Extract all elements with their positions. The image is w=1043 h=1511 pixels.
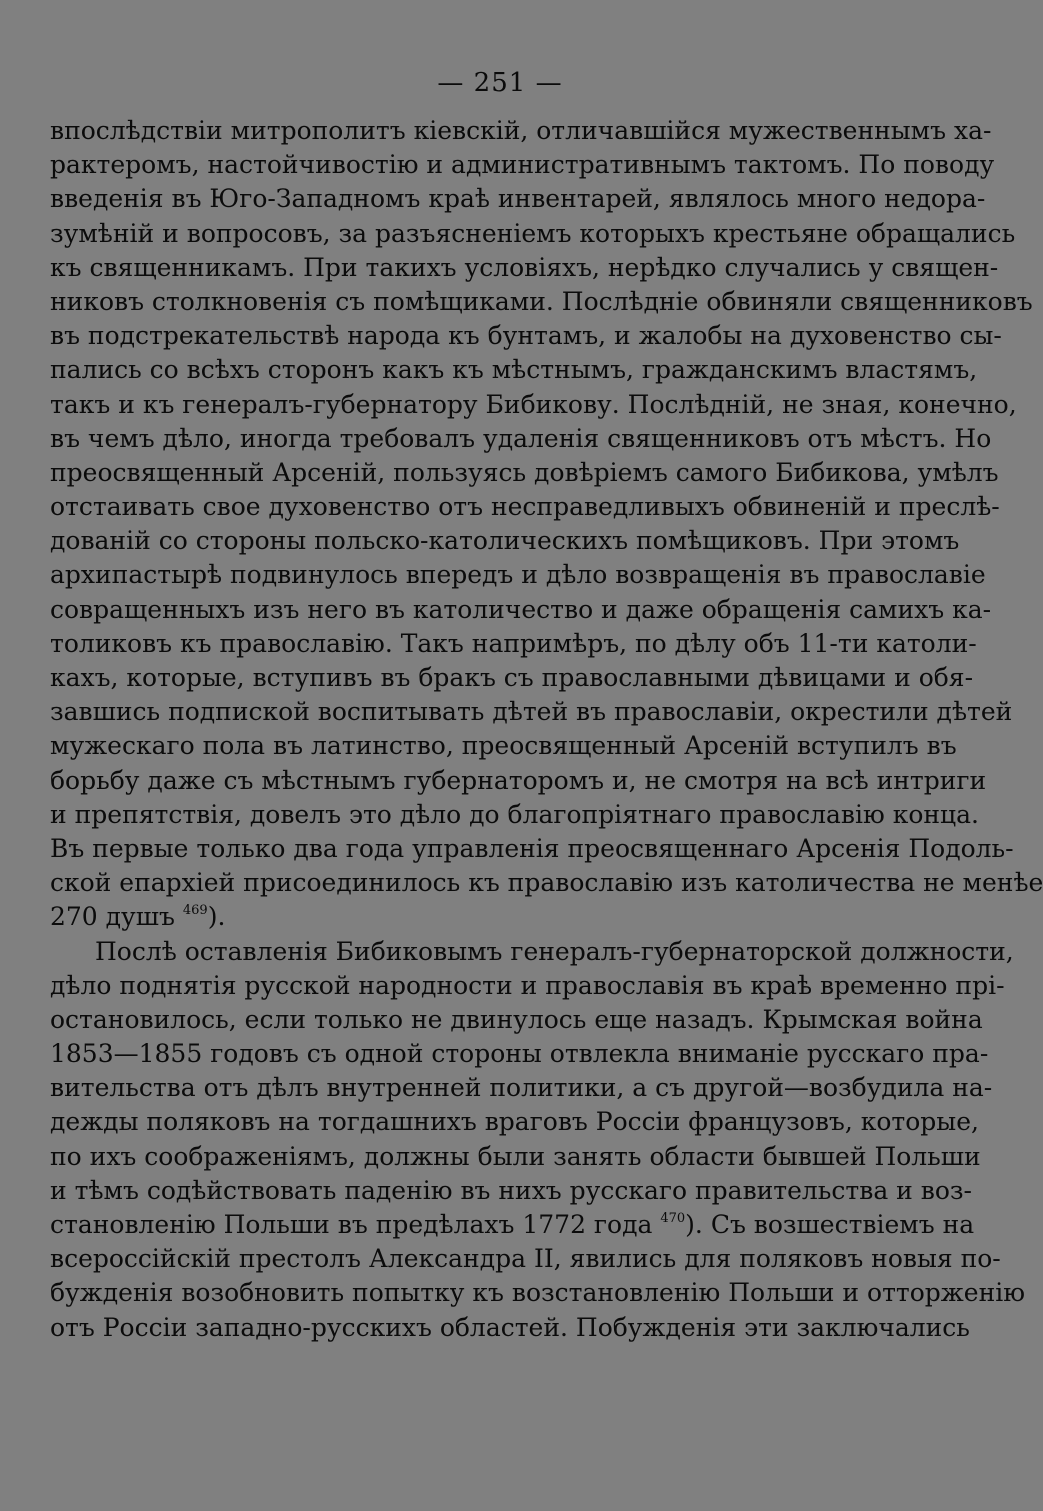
body-text: [50, 114, 1043, 1345]
footnote-ref-469: 469: [182, 903, 208, 919]
text-line-last: [50, 900, 896, 934]
page-number: — 251 —: [437, 68, 563, 98]
text-line: Въ первые только два года управленія преосвященнаго Арсенія Подоль-: [50, 833, 1014, 863]
text-line: бужденія возобновить попытку къ возстановленію Польши и отторженію: [50, 1278, 1026, 1308]
text-line: преосвященный Арсеній, пользуясь довѣріемъ самого Бибикова, умѣлъ: [50, 457, 999, 487]
text-line: въ чемъ дѣло, иногда требовалъ удаленія священниковъ отъ мѣстъ. Но: [50, 423, 992, 453]
text-line: архипастырѣ подвинулось впередъ и дѣло возвращенія въ православіе: [50, 560, 986, 590]
text-line: и препятствія, довелъ это дѣло до благопріятнаго православію конца.: [50, 799, 979, 829]
text-line: отъ Россіи западно-русскихъ областей. Побужденія эти заключались: [50, 1312, 970, 1342]
text-line: вительства отъ дѣлъ внутренней политики, а съ другой—возбудила на-: [50, 1073, 993, 1103]
text-line: толиковъ къ православію. Такъ напримѣръ, по дѣлу объ 11-ти католи-: [50, 628, 977, 658]
text-line: и тѣмъ содѣйствовать паденію въ нихъ русскаго правительства и воз-: [50, 1175, 972, 1205]
text-line: рактеромъ, настойчивостію и административнымъ тактомъ. По поводу: [50, 150, 995, 180]
text-line: мужескаго пола въ латинство, преосвященный Арсеній вступилъ въ: [50, 731, 957, 761]
text-segment: ).: [207, 902, 226, 932]
paragraph-1: [50, 114, 1043, 935]
text-segment: ). Съ возшествіемъ на: [685, 1210, 975, 1239]
text-line: остановилось, если только не двинулось еще назадъ. Крымская война: [50, 1004, 983, 1034]
text-line: совращенныхъ изъ него въ католичество и даже обращенія самихъ ка-: [50, 594, 992, 624]
text-line: впослѣдствіи митрополитъ кіевскій, отличавшійся мужественнымъ ха-: [50, 116, 992, 145]
text-line: ской епархіей присоединилось къ православію изъ католичества не менѣе: [50, 868, 1043, 898]
text-line: [50, 1208, 975, 1242]
text-line: отстаивать свое духовенство отъ несправедливыхъ обвиненій и преслѣ-: [50, 492, 1000, 522]
text-line: никовъ столкновенія съ помѣщиками. Послѣдніе обвиняли священниковъ: [50, 286, 1033, 316]
text-segment: становленію Польши въ предѣлахъ 1772 года: [50, 1210, 653, 1239]
text-line: къ священникамъ. При такихъ условіяхъ, нерѣдко случались у священ-: [50, 252, 999, 282]
text-line: 1853—1855 годовъ съ одной стороны отвлекла вниманіе русскаго пра-: [50, 1039, 989, 1069]
text-line: зумѣній и вопросовъ, за разъясненіемъ которыхъ крестьяне обращались: [50, 218, 1016, 248]
text-line: такъ и къ генералъ-губернатору Бибикову. Послѣдній, не зная, конечно,: [50, 389, 1017, 419]
paragraph-2: [50, 935, 1026, 1345]
text-line: завшись подпиской воспитывать дѣтей въ православіи, окрестили дѣтей: [50, 697, 1013, 727]
text-line: всероссійскій престолъ Александра II, явились для поляковъ новыя по-: [50, 1244, 1001, 1274]
text-line: пались со всѣхъ сторонъ какъ къ мѣстнымъ, гражданскимъ властямъ,: [50, 355, 978, 385]
text-line: кахъ, которые, вступивъ въ бракъ съ православными дѣвицами и обя-: [50, 663, 974, 692]
text-line: въ подстрекательствѣ народа къ бунтамъ, и жалобы на духовенство сы-: [50, 321, 1002, 351]
text-line: дежды поляковъ на тогдашнихъ враговъ Россіи французовъ, которые,: [50, 1107, 979, 1137]
footnote-ref-470: 470: [660, 1211, 686, 1226]
text-line: дѣло поднятія русской народности и православія въ краѣ временно прі-: [50, 970, 1005, 1000]
text-line: дованій со стороны польско-католическихъ помѣщиковъ. При этомъ: [50, 526, 960, 556]
text-segment: 270 душъ: [50, 902, 175, 932]
text-line: введенія въ Юго-Западномъ краѣ инвентарей, являлось много недора-: [50, 184, 986, 214]
text-line: борьбу даже съ мѣстнымъ губернаторомъ и, не смотря на всѣ интриги: [50, 765, 987, 795]
text-line-indented: Послѣ оставленія Бибиковымъ генералъ-губернаторской должности,: [95, 936, 1014, 966]
text-line: по ихъ соображеніямъ, должны были занять области бывшей Польши: [50, 1141, 981, 1171]
